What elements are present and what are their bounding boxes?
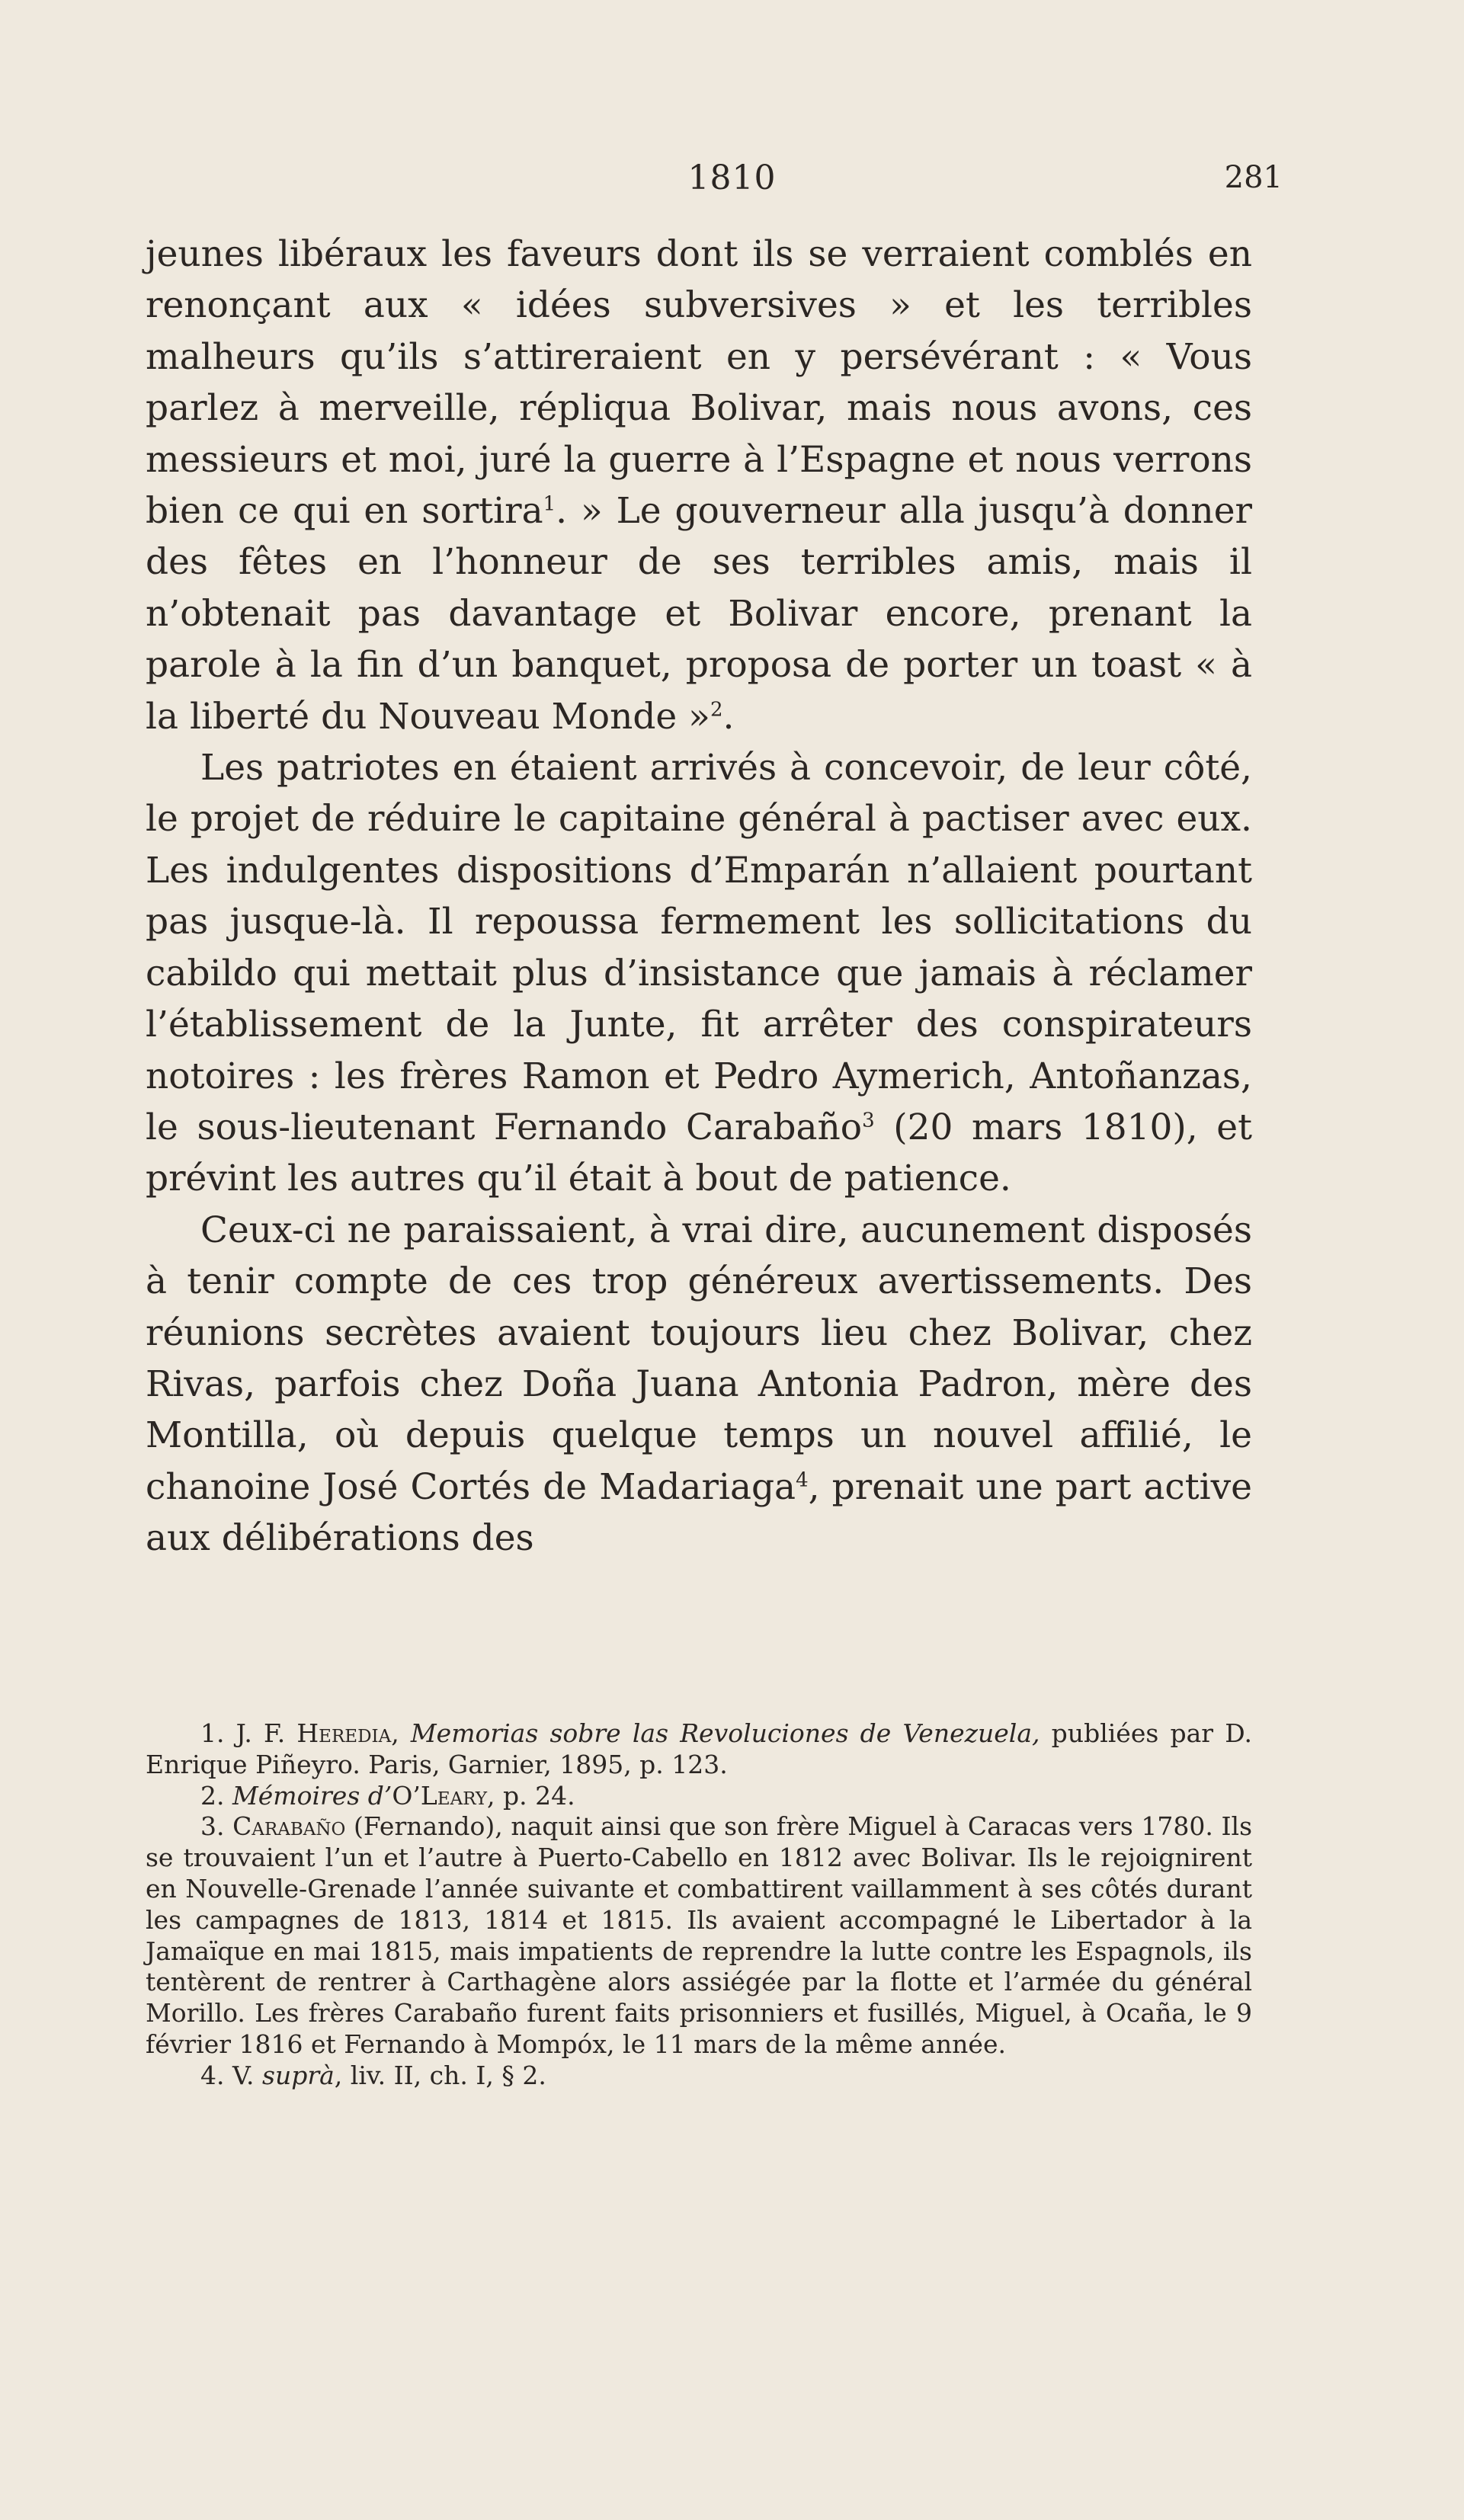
footnote-ref-3: 3 [862,1109,875,1132]
footnote-ref-4: 4 [796,1468,809,1492]
body-text [146,229,1252,1564]
paragraph-1: jeunes libéraux les faveurs dont ils se verraient comblés en renonçant aux « idées subversives » et les terribles malheurs qu’ils s’attireraient en y persévérant : « Vous parlez à merveille, répliqua Bolivar, mais nous avons, ces messieurs et moi, juré la guerre à l’Espagne et nous verrons bien ce qui en sortira$^1$. » Le gouverneur alla jusqu’à donner des fêtes en l’honneur de ses terribles amis, mais il n’obtenait pas davantage et Bolivar encore, prenant la parole à la fin d’un banquet, proposa de porter un toast « à la liberté du Nouveau Monde »$^2$. [146,233,1252,738]
paragraph-2: Les patriotes en étaient arrivés à concevoir, de leur côté, le projet de réduire le capitaine général à pactiser avec eux. Les indulgentes dispositions d’Emparán n’allaient pourtant pas jusque-là. Il repoussa fermement les sollicitations du cabildo qui mettait plus d’insistance que jamais à réclamer l’établissement de la Junte, fit arrêter des conspirateurs notoires : les frères Ramon et Pedro Aymerich, Antoñanzas, le sous-lieutenant Fernando Carabaño$^3$ (20 mars 1810), et prévint les autres qu’il était à bout de patience. [146,747,1253,1200]
page-header [0,152,1464,206]
running-head: 1810 [687,159,777,197]
footnotes [146,1718,1252,2092]
footnote-ref-2: 2 [710,698,723,721]
footnote-1: 1. J. F. Heredia, Memorias sobre las Revoluciones de Venezuela, publiées par D. Enrique Piñeyro. Paris, Garnier, 1895, p. 123. [146,1718,1252,1779]
footnote-3: 3. Carabaño (Fernando), naquit ainsi que son frère Miguel à Caracas vers 1780. Ils se trouvaient l’un et l’autre à Puerto-Cabello en 1812 avec Bolivar. Ils le rejoignirent en Nouvelle-Grenade l’année suivante et combattirent vaillamment à ses côtés durant les campagnes de 1813, 1814 et 1815. Ils avaient accompagné le Libertador à la Jamaïque en mai 1815, mais impatients de reprendre la lutte contre les Espagnols, ils tentèrent de rentrer à Carthagène alors assiégée par la flotte et l’armée du général Morillo. Les frères Carabaño furent faits prisonniers et fusillés, Miguel, à Ocaña, le 9 février 1816 et Fernando à Mompóx, le 11 mars de la même année. [146,1811,1253,2059]
page-number: 281 [1224,160,1283,195]
footnote-4: 4. V. suprà, liv. II, ch. I, § 2. [200,2060,546,2090]
paragraph-3: Ceux-ci ne paraissaient, à vrai dire, aucunement disposés à tenir compte de ces trop généreux avertissements. Des réunions secrètes avaient toujours lieu chez Bolivar, chez Rivas, parfois chez Doña Juana Antonia Padron, mère des Montilla, où depuis quelque temps un nouvel affilié, le chanoine José Cortés de Madariaga$^4$, prenait une part active aux délibérations des [146,1209,1252,1560]
footnote-2: 2. Mémoires d’O’Leary, p. 24. [200,1780,575,1811]
footnote-ref-1: 1 [543,492,556,516]
